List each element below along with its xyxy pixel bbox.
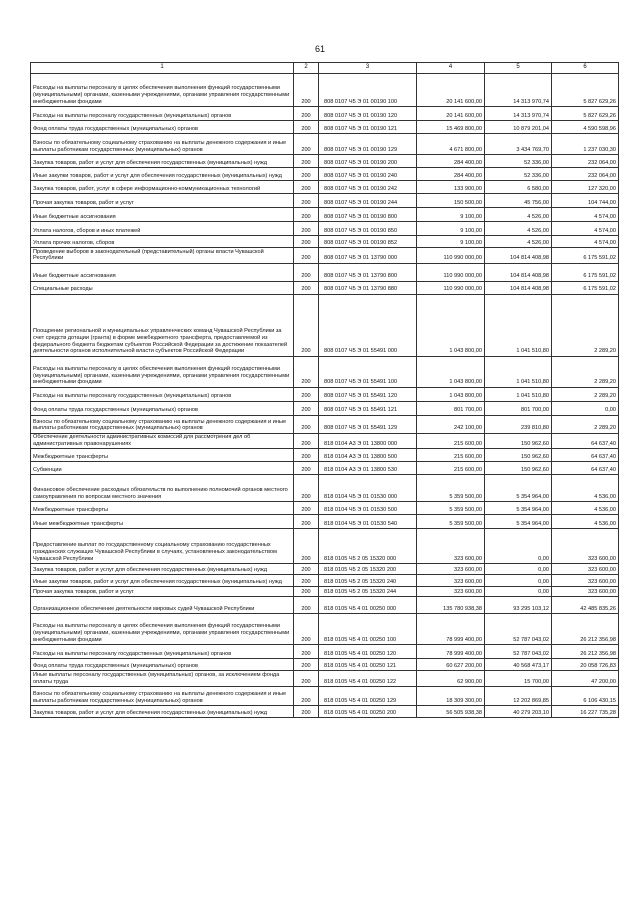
- approved-amount-cell: 215 600,00: [417, 462, 485, 475]
- table-row: [31, 575, 619, 587]
- line-code-cell: 200: [294, 671, 319, 687]
- expense-name-cell: Межбюджетные трансферты: [31, 449, 294, 462]
- line-code-cell: 200: [294, 686, 319, 705]
- table-row: [31, 222, 619, 236]
- approved-amount-cell: 215 600,00: [417, 433, 485, 449]
- approved-amount-cell: 4 671 800,00: [417, 134, 485, 155]
- table-row: [31, 236, 619, 248]
- budget-execution-table: [30, 62, 619, 718]
- executed-amount-cell: 150 962,60: [485, 462, 552, 475]
- table-row: [31, 248, 619, 264]
- line-code-cell: 200: [294, 181, 319, 194]
- budget-classification-code-cell: 818 0105 Ч5 4 01 00250 000: [319, 597, 417, 614]
- line-code-cell: 200: [294, 121, 319, 134]
- line-code-cell: 200: [294, 281, 319, 294]
- budget-classification-code-cell: 818 0105 Ч5 4 01 00250 122: [319, 671, 417, 687]
- expense-name-cell: Прочая закупка товаров, работ и услуг: [31, 587, 294, 597]
- column-number-header-row: [31, 63, 619, 74]
- executed-amount-cell: 0,00: [485, 529, 552, 564]
- budget-classification-code-cell: 808 0107 Ч5 Э 01 00190 852: [319, 236, 417, 248]
- budget-classification-code-cell: 818 0105 Ч5 4 01 00250 100: [319, 614, 417, 645]
- expense-name-cell: Проведение выборов в законодательный (представительный) органы власти Чувашской Республики: [31, 248, 294, 264]
- budget-classification-code-cell: 808 0107 Ч5 Э 01 13790 000: [319, 248, 417, 264]
- budget-classification-code-cell: 808 0107 Ч5 Э 01 00190 129: [319, 134, 417, 155]
- budget-classification-code-cell: 818 0105 Ч5 2 05 15320 200: [319, 564, 417, 575]
- table-row: [31, 208, 619, 222]
- executed-amount-cell: 104 814 408,98: [485, 248, 552, 264]
- line-code-cell: 200: [294, 401, 319, 415]
- expense-name-cell: Специальные расходы: [31, 281, 294, 294]
- column-header: 4: [417, 63, 485, 74]
- unexecuted-amount-cell: 42 485 835,26: [552, 597, 619, 614]
- table-row: [31, 294, 619, 356]
- line-code-cell: 200: [294, 155, 319, 168]
- approved-amount-cell: 215 600,00: [417, 449, 485, 462]
- approved-amount-cell: 110 990 000,00: [417, 248, 485, 264]
- line-code-cell: 200: [294, 587, 319, 597]
- line-code-cell: 200: [294, 529, 319, 564]
- budget-classification-code-cell: 818 0104 А3 Э 01 13800 500: [319, 449, 417, 462]
- table-row: [31, 263, 619, 281]
- approved-amount-cell: 9 100,00: [417, 236, 485, 248]
- budget-classification-code-cell: 808 0107 Ч5 Э 01 55491 129: [319, 415, 417, 433]
- budget-classification-code-cell: 808 0107 Ч5 Э 01 00190 200: [319, 155, 417, 168]
- unexecuted-amount-cell: 2 289,20: [552, 294, 619, 356]
- approved-amount-cell: 323 600,00: [417, 575, 485, 587]
- unexecuted-amount-cell: 4 536,00: [552, 502, 619, 515]
- budget-classification-code-cell: 818 0105 Ч5 4 01 00250 129: [319, 686, 417, 705]
- unexecuted-amount-cell: 4 590 598,96: [552, 121, 619, 134]
- table-row: [31, 181, 619, 194]
- expense-name-cell: Иные закупки товаров, работ и услуг для обеспечения государственных (муниципальных) нужд: [31, 168, 294, 181]
- budget-classification-code-cell: 808 0107 Ч5 Э 01 55491 120: [319, 387, 417, 401]
- table-row: [31, 705, 619, 717]
- expense-name-cell: Иные бюджетные ассигнования: [31, 263, 294, 281]
- executed-amount-cell: 52 787 043,02: [485, 614, 552, 645]
- line-code-cell: 200: [294, 134, 319, 155]
- expense-name-cell: Расходы на выплаты персоналу в целях обеспечения выполнения функций государственными (муниципальными) органами, казенными учреждениями, органами управления государственными внебюджетными фондами: [31, 614, 294, 645]
- approved-amount-cell: 135 780 938,38: [417, 597, 485, 614]
- table-row: [31, 168, 619, 181]
- table-row: [31, 515, 619, 529]
- budget-classification-code-cell: 818 0104 Ч5 Э 01 01530 540: [319, 515, 417, 529]
- executed-amount-cell: 14 313 970,74: [485, 107, 552, 121]
- table-row: [31, 281, 619, 294]
- line-code-cell: 200: [294, 263, 319, 281]
- unexecuted-amount-cell: 323 600,00: [552, 575, 619, 587]
- executed-amount-cell: 0,00: [485, 575, 552, 587]
- executed-amount-cell: 1 041 510,80: [485, 356, 552, 387]
- approved-amount-cell: 1 043 800,00: [417, 387, 485, 401]
- executed-amount-cell: 104 814 408,98: [485, 263, 552, 281]
- approved-amount-cell: 110 990 000,00: [417, 281, 485, 294]
- line-code-cell: 200: [294, 659, 319, 671]
- table-row: [31, 107, 619, 121]
- line-code-cell: 200: [294, 236, 319, 248]
- unexecuted-amount-cell: 4 574,00: [552, 222, 619, 236]
- executed-amount-cell: 52 787 043,02: [485, 645, 552, 659]
- budget-classification-code-cell: 818 0105 Ч5 4 01 00250 120: [319, 645, 417, 659]
- budget-classification-code-cell: 818 0104 Ч5 Э 01 01530 000: [319, 475, 417, 502]
- approved-amount-cell: 801 700,00: [417, 401, 485, 415]
- unexecuted-amount-cell: 47 200,00: [552, 671, 619, 687]
- page-number: 61: [314, 44, 325, 54]
- approved-amount-cell: 1 043 800,00: [417, 356, 485, 387]
- unexecuted-amount-cell: 232 064,00: [552, 168, 619, 181]
- executed-amount-cell: 4 526,00: [485, 208, 552, 222]
- approved-amount-cell: 20 141 600,00: [417, 74, 485, 107]
- approved-amount-cell: 5 359 500,00: [417, 515, 485, 529]
- unexecuted-amount-cell: 2 289,20: [552, 356, 619, 387]
- expense-name-cell: Финансовое обеспечение расходных обязательств по выполнению полномочий органов местного самоуправления по вопросам местного значения: [31, 475, 294, 502]
- table-row: [31, 155, 619, 168]
- approved-amount-cell: 9 100,00: [417, 222, 485, 236]
- expense-name-cell: Уплата налогов, сборов и иных платежей: [31, 222, 294, 236]
- line-code-cell: 200: [294, 168, 319, 181]
- executed-amount-cell: 0,00: [485, 587, 552, 597]
- table-row: [31, 449, 619, 462]
- executed-amount-cell: 14 313 970,74: [485, 74, 552, 107]
- expense-name-cell: Расходы на выплаты персоналу государственных (муниципальных) органов: [31, 387, 294, 401]
- unexecuted-amount-cell: 64 637,40: [552, 449, 619, 462]
- unexecuted-amount-cell: 26 212 356,98: [552, 614, 619, 645]
- unexecuted-amount-cell: 5 827 629,26: [552, 74, 619, 107]
- table-row: [31, 597, 619, 614]
- line-code-cell: 200: [294, 575, 319, 587]
- expense-name-cell: Поощрение региональной и муниципальных управленческих команд Чувашской Республики за счет средств дотации (гранта) в форме межбюджетного трансферта, предоставляемой из федерального бюджета бюджетам субъектов Российской Федерации за достижение показателей деятельности органов исполнительной власти субъектов Российской Федерации: [31, 294, 294, 356]
- unexecuted-amount-cell: 64 637,40: [552, 462, 619, 475]
- expense-name-cell: Иные закупки товаров, работ и услуг для обеспечения государственных (муниципальных) нужд: [31, 575, 294, 587]
- column-header: 6: [552, 63, 619, 74]
- table-row: [31, 502, 619, 515]
- table-row: [31, 387, 619, 401]
- approved-amount-cell: 323 600,00: [417, 529, 485, 564]
- executed-amount-cell: 4 526,00: [485, 222, 552, 236]
- table-row: [31, 671, 619, 687]
- expense-name-cell: Взносы по обязательному социальному страхованию на выплаты денежного содержания и иные выплаты работникам государственных (муниципальных) органов: [31, 686, 294, 705]
- approved-amount-cell: 242 100,00: [417, 415, 485, 433]
- executed-amount-cell: 52 336,00: [485, 168, 552, 181]
- expense-name-cell: Иные межбюджетные трансферты: [31, 515, 294, 529]
- expense-name-cell: Расходы на выплаты персоналу в целях обеспечения выполнения функций государственными (муниципальными) органами, казенными учреждениями, органами управления государственными внебюджетными фондами: [31, 74, 294, 107]
- unexecuted-amount-cell: 323 600,00: [552, 587, 619, 597]
- unexecuted-amount-cell: 2 289,20: [552, 415, 619, 433]
- table-row: [31, 686, 619, 705]
- line-code-cell: 200: [294, 515, 319, 529]
- budget-classification-code-cell: 808 0107 Ч5 Э 01 00190 244: [319, 194, 417, 208]
- budget-classification-code-cell: 808 0107 Ч5 Э 01 55491 000: [319, 294, 417, 356]
- approved-amount-cell: 1 043 800,00: [417, 294, 485, 356]
- table-row: [31, 462, 619, 475]
- budget-classification-code-cell: 808 0107 Ч5 Э 01 13790 800: [319, 263, 417, 281]
- table-row: [31, 564, 619, 575]
- executed-amount-cell: 12 202 869,85: [485, 686, 552, 705]
- unexecuted-amount-cell: 2 289,20: [552, 387, 619, 401]
- table-row: [31, 415, 619, 433]
- budget-classification-code-cell: 818 0105 Ч5 2 05 15320 240: [319, 575, 417, 587]
- budget-classification-code-cell: 818 0104 А3 Э 01 13800 000: [319, 433, 417, 449]
- budget-classification-code-cell: 818 0104 А3 Э 01 13800 530: [319, 462, 417, 475]
- unexecuted-amount-cell: 6 175 591,02: [552, 263, 619, 281]
- approved-amount-cell: 323 600,00: [417, 564, 485, 575]
- approved-amount-cell: 150 500,00: [417, 194, 485, 208]
- line-code-cell: 200: [294, 564, 319, 575]
- approved-amount-cell: 5 359 500,00: [417, 502, 485, 515]
- column-header: 3: [319, 63, 417, 74]
- table-row: [31, 121, 619, 134]
- executed-amount-cell: 52 336,00: [485, 155, 552, 168]
- unexecuted-amount-cell: 4 536,00: [552, 515, 619, 529]
- line-code-cell: 200: [294, 107, 319, 121]
- line-code-cell: 200: [294, 208, 319, 222]
- unexecuted-amount-cell: 64 637,40: [552, 433, 619, 449]
- executed-amount-cell: 6 580,00: [485, 181, 552, 194]
- line-code-cell: 200: [294, 433, 319, 449]
- line-code-cell: 200: [294, 614, 319, 645]
- approved-amount-cell: 78 999 400,00: [417, 614, 485, 645]
- table-row: [31, 134, 619, 155]
- line-code-cell: 200: [294, 222, 319, 236]
- unexecuted-amount-cell: 6 175 591,02: [552, 281, 619, 294]
- approved-amount-cell: 284 400,00: [417, 168, 485, 181]
- table-row: [31, 475, 619, 502]
- budget-classification-code-cell: 808 0107 Ч5 Э 01 00190 800: [319, 208, 417, 222]
- expense-name-cell: Межбюджетные трансферты: [31, 502, 294, 515]
- approved-amount-cell: 18 309 300,00: [417, 686, 485, 705]
- executed-amount-cell: 5 354 964,00: [485, 475, 552, 502]
- budget-classification-code-cell: 808 0107 Ч5 Э 01 00190 242: [319, 181, 417, 194]
- budget-classification-code-cell: 808 0107 Ч5 Э 01 13790 880: [319, 281, 417, 294]
- column-header: 2: [294, 63, 319, 74]
- expense-name-cell: Организационное обеспечение деятельности мировых судей Чувашской Республики: [31, 597, 294, 614]
- unexecuted-amount-cell: 26 212 356,98: [552, 645, 619, 659]
- expense-name-cell: Закупка товаров, работ и услуг для обеспечения государственных (муниципальных) нужд: [31, 155, 294, 168]
- budget-classification-code-cell: 808 0107 Ч5 Э 01 00190 850: [319, 222, 417, 236]
- executed-amount-cell: 104 814 408,98: [485, 281, 552, 294]
- approved-amount-cell: 20 141 600,00: [417, 107, 485, 121]
- approved-amount-cell: 5 359 500,00: [417, 475, 485, 502]
- line-code-cell: 200: [294, 248, 319, 264]
- unexecuted-amount-cell: 4 574,00: [552, 208, 619, 222]
- unexecuted-amount-cell: 16 227 735,28: [552, 705, 619, 717]
- expense-name-cell: Закупка товаров, работ и услуг для обеспечения государственных (муниципальных) нужд: [31, 705, 294, 717]
- expense-name-cell: Расходы на выплаты персоналу государственных (муниципальных) органов: [31, 645, 294, 659]
- column-header: 5: [485, 63, 552, 74]
- expense-name-cell: Закупка товаров, работ и услуг для обеспечения государственных (муниципальных) нужд: [31, 564, 294, 575]
- expense-name-cell: Уплата прочих налогов, сборов: [31, 236, 294, 248]
- budget-classification-code-cell: 808 0107 Ч5 Э 01 00190 100: [319, 74, 417, 107]
- budget-classification-code-cell: 818 0105 Ч5 2 05 15320 000: [319, 529, 417, 564]
- executed-amount-cell: 1 041 510,80: [485, 294, 552, 356]
- line-code-cell: 200: [294, 597, 319, 614]
- executed-amount-cell: 150 962,60: [485, 449, 552, 462]
- expense-name-cell: Расходы на выплаты персоналу в целях обеспечения выполнения функций государственными (муниципальными) органами, казенными учреждениями, органами управления государственными внебюджетными фондами: [31, 356, 294, 387]
- line-code-cell: 200: [294, 387, 319, 401]
- approved-amount-cell: 56 505 938,38: [417, 705, 485, 717]
- expense-name-cell: Закупка товаров, работ, услуг в сфере информационно-коммуникационных технологий: [31, 181, 294, 194]
- unexecuted-amount-cell: 127 320,00: [552, 181, 619, 194]
- expense-name-cell: Иные бюджетные ассигнования: [31, 208, 294, 222]
- executed-amount-cell: 5 354 964,00: [485, 515, 552, 529]
- budget-classification-code-cell: 818 0105 Ч5 2 05 15320 244: [319, 587, 417, 597]
- budget-classification-code-cell: 808 0107 Ч5 Э 01 00190 120: [319, 107, 417, 121]
- table-row: [31, 587, 619, 597]
- table-row: [31, 614, 619, 645]
- unexecuted-amount-cell: 323 600,00: [552, 564, 619, 575]
- expense-name-cell: Субвенции: [31, 462, 294, 475]
- line-code-cell: 200: [294, 645, 319, 659]
- executed-amount-cell: 3 434 769,70: [485, 134, 552, 155]
- unexecuted-amount-cell: 4 536,00: [552, 475, 619, 502]
- expense-name-cell: Обеспечение деятельности административных комиссий для рассмотрения дел об административных правонарушениях: [31, 433, 294, 449]
- unexecuted-amount-cell: 1 237 030,30: [552, 134, 619, 155]
- table-row: [31, 74, 619, 107]
- expense-name-cell: Взносы по обязательному социальному страхованию на выплаты денежного содержания и иные выплаты работникам государственных (муниципальных) органов: [31, 134, 294, 155]
- budget-classification-code-cell: 808 0107 Ч5 Э 01 55491 100: [319, 356, 417, 387]
- budget-classification-code-cell: 818 0105 Ч5 4 01 00250 121: [319, 659, 417, 671]
- approved-amount-cell: 9 100,00: [417, 208, 485, 222]
- unexecuted-amount-cell: 20 058 726,83: [552, 659, 619, 671]
- unexecuted-amount-cell: 5 827 629,26: [552, 107, 619, 121]
- expense-name-cell: Иные выплаты персоналу государственных (муниципальных) органов, за исключением фонда оплаты труда: [31, 671, 294, 687]
- executed-amount-cell: 40 568 473,17: [485, 659, 552, 671]
- line-code-cell: 200: [294, 502, 319, 515]
- line-code-cell: 200: [294, 462, 319, 475]
- executed-amount-cell: 4 526,00: [485, 236, 552, 248]
- table-row: [31, 401, 619, 415]
- approved-amount-cell: 62 900,00: [417, 671, 485, 687]
- line-code-cell: 200: [294, 294, 319, 356]
- expense-name-cell: Расходы на выплаты персоналу государственных (муниципальных) органов: [31, 107, 294, 121]
- table-row: [31, 529, 619, 564]
- executed-amount-cell: 239 810,80: [485, 415, 552, 433]
- line-code-cell: 200: [294, 449, 319, 462]
- executed-amount-cell: 1 041 510,80: [485, 387, 552, 401]
- approved-amount-cell: 323 600,00: [417, 587, 485, 597]
- budget-classification-code-cell: 818 0104 Ч5 Э 01 01530 500: [319, 502, 417, 515]
- column-header: 1: [31, 63, 294, 74]
- budget-classification-code-cell: 818 0105 Ч5 4 01 00250 200: [319, 705, 417, 717]
- unexecuted-amount-cell: 6 175 591,02: [552, 248, 619, 264]
- unexecuted-amount-cell: 323 600,00: [552, 529, 619, 564]
- expense-name-cell: Прочая закупка товаров, работ и услуг: [31, 194, 294, 208]
- executed-amount-cell: 40 279 203,10: [485, 705, 552, 717]
- approved-amount-cell: 15 469 800,00: [417, 121, 485, 134]
- executed-amount-cell: 150 962,60: [485, 433, 552, 449]
- table-row: [31, 433, 619, 449]
- executed-amount-cell: 93 295 103,12: [485, 597, 552, 614]
- approved-amount-cell: 60 627 200,00: [417, 659, 485, 671]
- approved-amount-cell: 110 990 000,00: [417, 263, 485, 281]
- budget-classification-code-cell: 808 0107 Ч5 Э 01 00190 240: [319, 168, 417, 181]
- line-code-cell: 200: [294, 705, 319, 717]
- table-row: [31, 659, 619, 671]
- table-row: [31, 194, 619, 208]
- line-code-cell: 200: [294, 194, 319, 208]
- approved-amount-cell: 133 900,00: [417, 181, 485, 194]
- budget-classification-code-cell: 808 0107 Ч5 Э 01 00190 121: [319, 121, 417, 134]
- table-row: [31, 645, 619, 659]
- budget-classification-code-cell: 808 0107 Ч5 Э 01 55491 121: [319, 401, 417, 415]
- executed-amount-cell: 10 879 201,04: [485, 121, 552, 134]
- unexecuted-amount-cell: 4 574,00: [552, 236, 619, 248]
- unexecuted-amount-cell: 232 064,00: [552, 155, 619, 168]
- unexecuted-amount-cell: 6 106 430,15: [552, 686, 619, 705]
- unexecuted-amount-cell: 0,00: [552, 401, 619, 415]
- approved-amount-cell: 284 400,00: [417, 155, 485, 168]
- line-code-cell: 200: [294, 356, 319, 387]
- expense-name-cell: Предоставление выплат по государственному социальному страхованию государственных гражданских служащих Чувашской Республики в случаях, установленных законодательством Чувашской Республики: [31, 529, 294, 564]
- executed-amount-cell: 15 700,00: [485, 671, 552, 687]
- expense-name-cell: Фонд оплаты труда государственных (муниципальных) органов: [31, 659, 294, 671]
- table-row: [31, 356, 619, 387]
- executed-amount-cell: 0,00: [485, 564, 552, 575]
- expense-name-cell: Фонд оплаты труда государственных (муниципальных) органов: [31, 401, 294, 415]
- executed-amount-cell: 45 756,00: [485, 194, 552, 208]
- expense-name-cell: Взносы по обязательному социальному страхованию на выплаты денежного содержания и иные выплаты работникам государственных (муниципальных) органов: [31, 415, 294, 433]
- line-code-cell: 200: [294, 74, 319, 107]
- approved-amount-cell: 78 999 400,00: [417, 645, 485, 659]
- line-code-cell: 200: [294, 475, 319, 502]
- executed-amount-cell: 801 700,00: [485, 401, 552, 415]
- unexecuted-amount-cell: 104 744,00: [552, 194, 619, 208]
- executed-amount-cell: 5 354 964,00: [485, 502, 552, 515]
- expense-name-cell: Фонд оплаты труда государственных (муниципальных) органов: [31, 121, 294, 134]
- line-code-cell: 200: [294, 415, 319, 433]
